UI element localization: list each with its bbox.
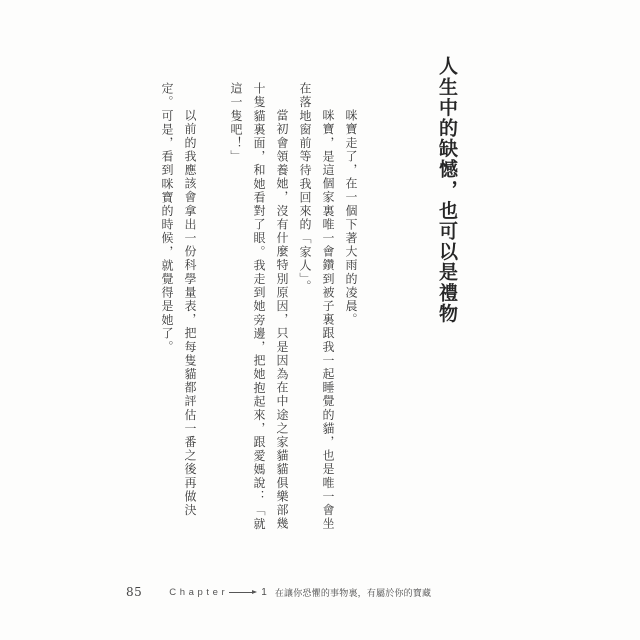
page-number: 85 [126,585,143,599]
chapter-title: 在讓你恐懼的事物裏，有屬於你的寶藏 [274,588,432,599]
chapter-number: 1 [261,586,267,598]
chapter-label: Chapter [169,586,229,598]
body-text [152,82,362,534]
body-line: 當初會領養她，沒有什麼特別原因，只是因為在中途之家貓貓俱樂部幾 [275,109,289,531]
body-line: 咪寶走了，在一個下著大雨的凌晨。 [344,109,358,327]
body-line: 咪寶，是這個家裏唯一會鑽到被子裏跟我一起睡覺的貓，也是唯一會坐 [321,109,335,531]
footer [126,585,431,599]
body-line: 這一隻吧！」 [229,82,243,164]
chapter-arrow-icon [229,590,257,594]
body-line: 十隻貓裏面，和她看對了眼。我走到她旁邊，把她抱起來，跟愛媽說：「就 [252,82,266,531]
page-title: 人生中的缺憾，也可以是禮物 [436,56,458,324]
body-line: 以前的我應該會拿出一份科學量表，把每隻貓都評估一番之後再做決 [183,109,197,517]
body-line: 定。可是，看到咪寶的時候，就覺得是她了。 [160,82,174,354]
body-line: 在落地窗前等待我回來的「家人」。 [298,82,312,294]
arrow-head [252,590,257,594]
arrow-line [229,592,252,593]
